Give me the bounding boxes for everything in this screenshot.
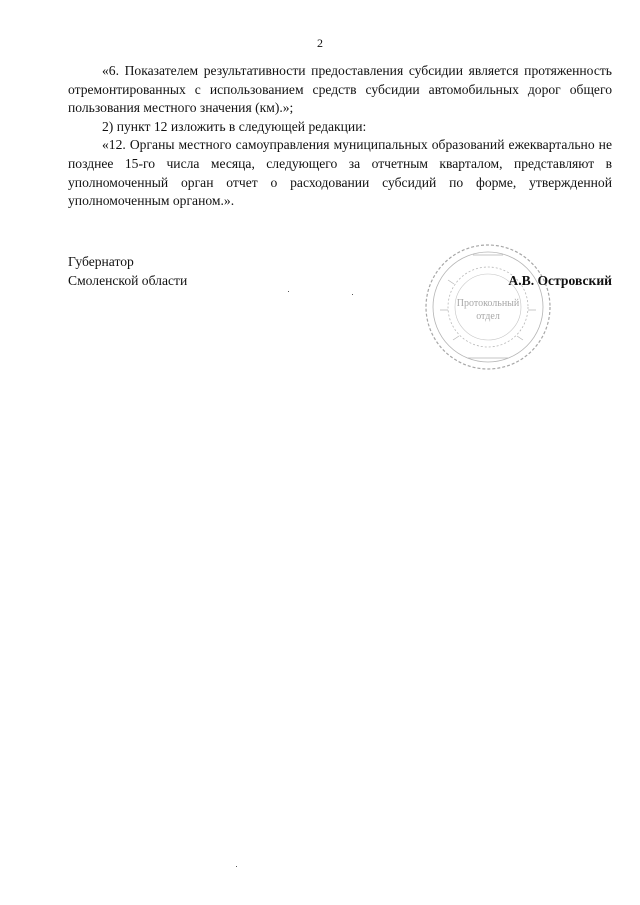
stamp-inner-line-1: Протокольный (456, 298, 520, 309)
paragraph-point-12: «12. Органы местного самоуправления муниципальных образований ежеквартально не позднее 15-го числа месяца, следующего за отчетным кварталом, представляют в уполномоченный орган отчет о расходовании субсидий по форме, утвержденной уполномоченным органом.». (68, 137, 612, 209)
signer-title-line-2: Смоленской области (68, 272, 188, 288)
signer-row (68, 272, 612, 291)
official-seal-stamp (418, 240, 558, 375)
signer-name: А.В. Островский (508, 272, 612, 288)
scan-speck (236, 866, 237, 867)
paragraph-indicator: «6. Показателем результативности предоставления субсидии является протяженность отремонтированных с использованием средств субсидии автомобильных дорог общего пользования местного значения (км).»; (68, 63, 612, 116)
scan-speck (288, 291, 289, 292)
page-number: 2 (317, 36, 323, 50)
scan-speck (352, 294, 353, 295)
paragraph-amendment-intro: 2) пункт 12 изложить в следующей редакции: (102, 118, 367, 134)
document-body (68, 62, 612, 211)
signer-title-line-1: Губернатор (68, 254, 134, 269)
stamp-inner-line-2: отдел (476, 311, 500, 322)
